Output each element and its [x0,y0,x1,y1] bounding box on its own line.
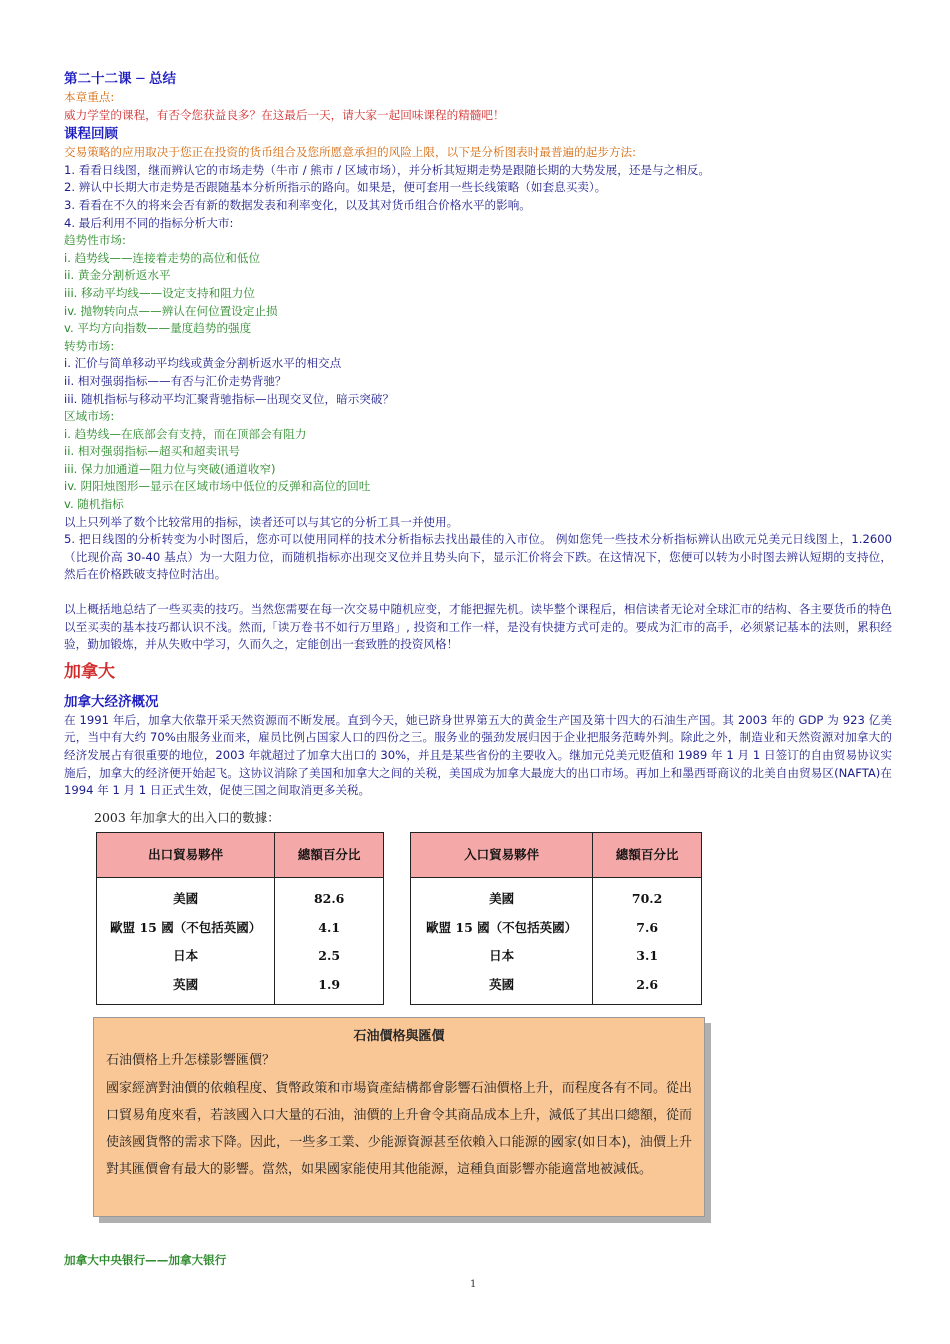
conclusion-paragraph: 以上概括地总结了一些买卖的技巧。当然您需要在每一次交易中随机应变，才能把握先机。读毕整个课程后，相信读者无论对全球汇市的结构、各主要货币的特色以至买卖的基本技巧都认识不浅。然而,「读万卷书不如行万里路」, 投资和工作一样，是没有快捷方式可走的。要成为汇市的高手，必须紧记基本的法则，累积经验，勤加锻炼，并从失败中学习，久而久之，定能创出一套致胜的投资风格！ [64,602,892,652]
range-item: v. 随机指标 [64,497,124,512]
focus-text: 威力学堂的课程，有否令您获益良多？在这最后一天，请大家一起回味课程的精髓吧！ [64,107,505,122]
table-row [97,971,384,1005]
import-percent: 70.2 [593,878,702,914]
import-header-partner: 入口貿易夥伴 [411,833,593,878]
export-partner: 歐盟 15 國（不包括英國） [97,914,275,943]
table-row [97,942,384,971]
oil-box-title: 石油價格與匯價 [353,1029,445,1044]
page-number: 1 [470,1279,477,1290]
step-4: 4. 最后利用不同的指标分析大市: [64,215,234,230]
review-title: 课程回顾 [64,126,118,143]
range-item: ii. 相对强弱指标—超买和超卖讯号 [64,444,241,459]
import-header-percent: 總額百分比 [593,833,702,878]
import-percent: 2.6 [593,971,702,1005]
range-item: iv. 阴阳烛图形—显示在区域市场中低位的反弹和高位的回吐 [64,479,371,494]
import-partner: 美國 [411,878,593,914]
oil-box-body: 國家經濟對油價的依賴程度、貨幣政策和市場資產結構都會影響石油價格上升，而程度各有不同。從出口貿易角度來看，若該國入口大量的石油，油價的上升會令其商品成本上升，減低了其出口總額，從而使該國貨幣的需求下降。因此，一些多工業、少能源資源甚至依賴入口能源的國家(如日本)，油價上升對其匯價會有最大的影響。當然，如果國家能使用其他能源，這種負面影響亦能適當地被減低。 [106,1081,692,1178]
trend-item: ii. 黄金分割析返水平 [64,268,171,283]
trend-item: iv. 抛物转向点——辨认在何位置设定止损 [64,303,278,318]
oil-box-question: 石油價格上升怎樣影響匯價？ [106,1052,276,1068]
step-3: 3. 看看在不久的将来会否有新的数据发表和利率变化，以及其对货币组合价格水平的影响。 [64,197,531,212]
focus-label: 本章重点: [64,90,115,104]
export-percent: 1.9 [275,971,384,1005]
document-body [64,69,892,800]
economy-title: 加拿大经济概况 [64,693,159,710]
table-row [97,914,384,943]
step-5: 5. 把日线图的分析转变为小时图后，您亦可以使用同样的技术分析指标去找出最佳的入市位。 例如您凭一些技术分析指标辨认出欧元兑美元日线图上，1.2600（比现价高 30-40 基点）为一大阻力位，而随机指标亦出现交叉位并且势头向下，显示汇价将会下跌。在这情况下，您便可以转为小时图去辨认短期的支持位，然后在价格跌破支持位时沽出。 [64,532,892,582]
range-market-label: 区域市场: [64,409,115,424]
indicators-note: 以上只列举了数个比较常用的指标，读者还可以与其它的分析工具一并使用。 [64,514,459,529]
lesson-title: 第二十二课 ─ 总结 [64,71,177,87]
central-bank-title: 加拿大中央银行——加拿大银行 [64,1253,227,1267]
export-partner: 英國 [97,971,275,1005]
export-percent: 82.6 [275,878,384,914]
import-percent: 7.6 [593,914,702,943]
table-row [411,914,702,943]
step-2: 2. 辨认中长期大市走势是否跟随基本分析所指示的路向。如果是，便可套用一些长线策略（如套息买卖）。 [64,180,607,195]
trend-market-label: 趋势性市场: [64,233,126,248]
import-partner: 英國 [411,971,593,1005]
reversal-item: iii. 随机指标与移动平均汇聚背驰指标—出现交叉位，暗示突破？ [64,391,395,406]
export-table [96,832,384,1005]
trend-item: v. 平均方向指数——量度趋势的强度 [64,321,252,336]
oil-price-box [93,1017,705,1217]
import-percent: 3.1 [593,942,702,971]
import-table [410,832,702,1005]
review-intro: 交易策略的应用取决于您正在投资的货币组合及您所愿意承担的风险上限，以下是分析图表时最普遍的起步方法: [64,145,637,160]
economy-paragraph: 在 1991 年后，加拿大依靠开采天然资源而不断发展。直到今天，她已跻身世界第五大的黄金生产国及第十四大的石油生产国。其 2003 年的 GDP 为 923 亿美元，当中有大约 70%由服务业而来，雇员比例占国家人口的四份之三。服务业的强劲发展归因于企业把服务范畴外判。除此之外，制造业和天然资源对加拿大的经济发展占有很重要的地位，2003 年就超过了加拿大出口的 30%，并且是某些省份的主要收入。继加元兑美元贬值和 1989 年 1 月 1 日签订的自由贸易协议实施后，加拿大的经济便开始起飞。这协议消除了美国和加拿大之间的关税，美国成为加拿大最庞大的出口市场。再加上和墨西哥商议的北美自由贸易区(NAFTA)在 1994 年 1 月 1 日正式生效，促使三国之间取消更多关税。 [64,712,892,798]
export-header-partner: 出口貿易夥伴 [97,833,275,878]
table-row [411,971,702,1005]
table-row [411,942,702,971]
import-partner: 歐盟 15 國（不包括英國） [411,914,593,943]
export-partner: 美國 [97,878,275,914]
trend-item: i. 趋势线——连接着走势的高位和低位 [64,250,261,265]
canada-title: 加拿大 [64,661,115,682]
reversal-item: i. 汇价与简单移动平均线或黄金分割析返水平的相交点 [64,356,342,371]
export-partner: 日本 [97,942,275,971]
table-row [411,878,702,914]
table-row [97,878,384,914]
range-item: iii. 保力加通道—阻力位与突破(通道收窄) [64,461,276,476]
range-item: i. 趋势线—在底部会有支持，而在顶部会有阻力 [64,426,307,441]
trend-item: iii. 移动平均线——设定支持和阻力位 [64,285,255,300]
reversal-item: ii. 相对强弱指标——有否与汇价走势背驰？ [64,373,287,388]
export-percent: 2.5 [275,942,384,971]
export-header-percent: 總額百分比 [275,833,384,878]
trade-figure-title: 2003 年加拿大的出入口的數據： [94,810,280,825]
export-percent: 4.1 [275,914,384,943]
step-1: 1. 看看日线图，继而辨认它的市场走势（牛市 / 熊市 / 区域市场），并分析其短期走势是跟随长期的大势发展，还是与之相反。 [64,162,710,177]
reversal-market-label: 转势市场: [64,338,115,353]
import-partner: 日本 [411,942,593,971]
